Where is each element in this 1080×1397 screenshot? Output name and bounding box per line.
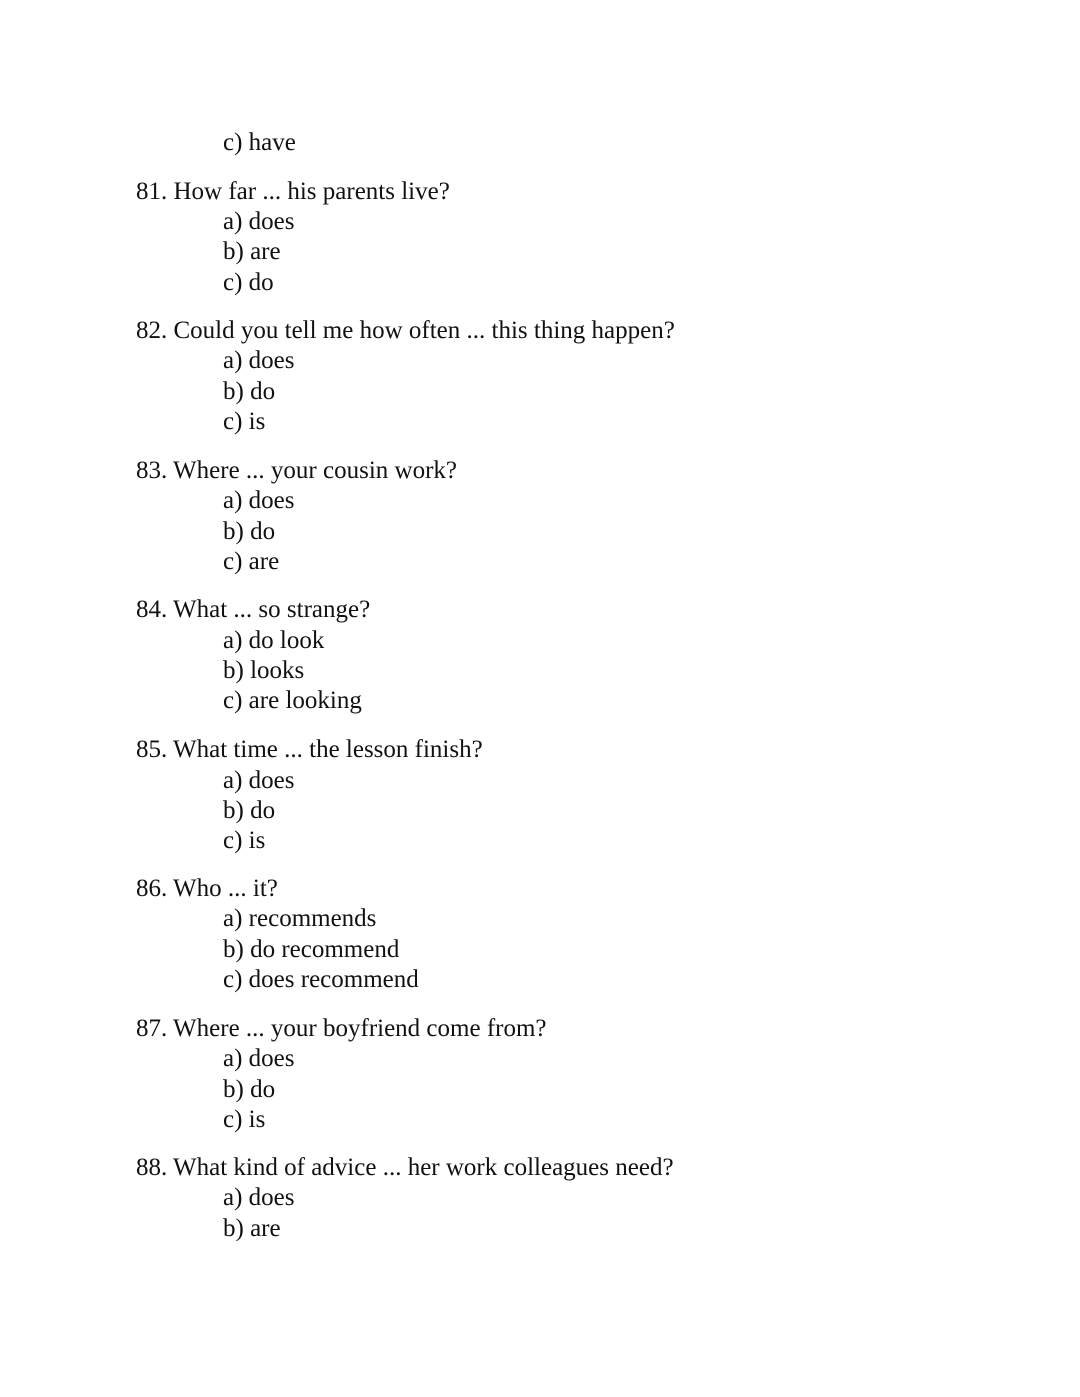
option-a: a) do look [223,627,325,654]
option-c: c) is [223,1106,266,1133]
option-b: b) do [223,518,276,545]
option-b: b) are [223,238,281,265]
option-b: b) do [223,1076,276,1103]
option-a: a) does [223,1184,295,1211]
option-c: c) is [223,827,266,854]
option-a: a) does [223,487,295,514]
option-a: a) does [223,1045,295,1072]
carryover-option: c) have [223,129,296,156]
option-c: c) does recommend [223,966,419,993]
option-b: b) do [223,797,276,824]
question-text: 82. Could you tell me how often ... this thing happen? [136,317,675,344]
question-text: 85. What time ... the lesson finish? [136,736,483,763]
option-c: c) are [223,548,280,575]
option-a: a) does [223,347,295,374]
option-a: a) recommends [223,905,377,932]
question-text: 86. Who ... it? [136,875,278,902]
option-c: c) is [223,408,266,435]
option-a: a) does [223,208,295,235]
option-b: b) are [223,1215,281,1242]
question-text: 88. What kind of advice ... her work colleagues need? [136,1154,674,1181]
option-c: c) are looking [223,687,362,714]
question-text: 84. What ... so strange? [136,596,371,623]
question-text: 81. How far ... his parents live? [136,178,450,205]
option-b: b) looks [223,657,305,684]
question-text: 83. Where ... your cousin work? [136,457,457,484]
option-b: b) do [223,378,276,405]
option-b: b) do recommend [223,936,400,963]
option-c: c) do [223,269,274,296]
option-a: a) does [223,767,295,794]
question-text: 87. Where ... your boyfriend come from? [136,1015,547,1042]
